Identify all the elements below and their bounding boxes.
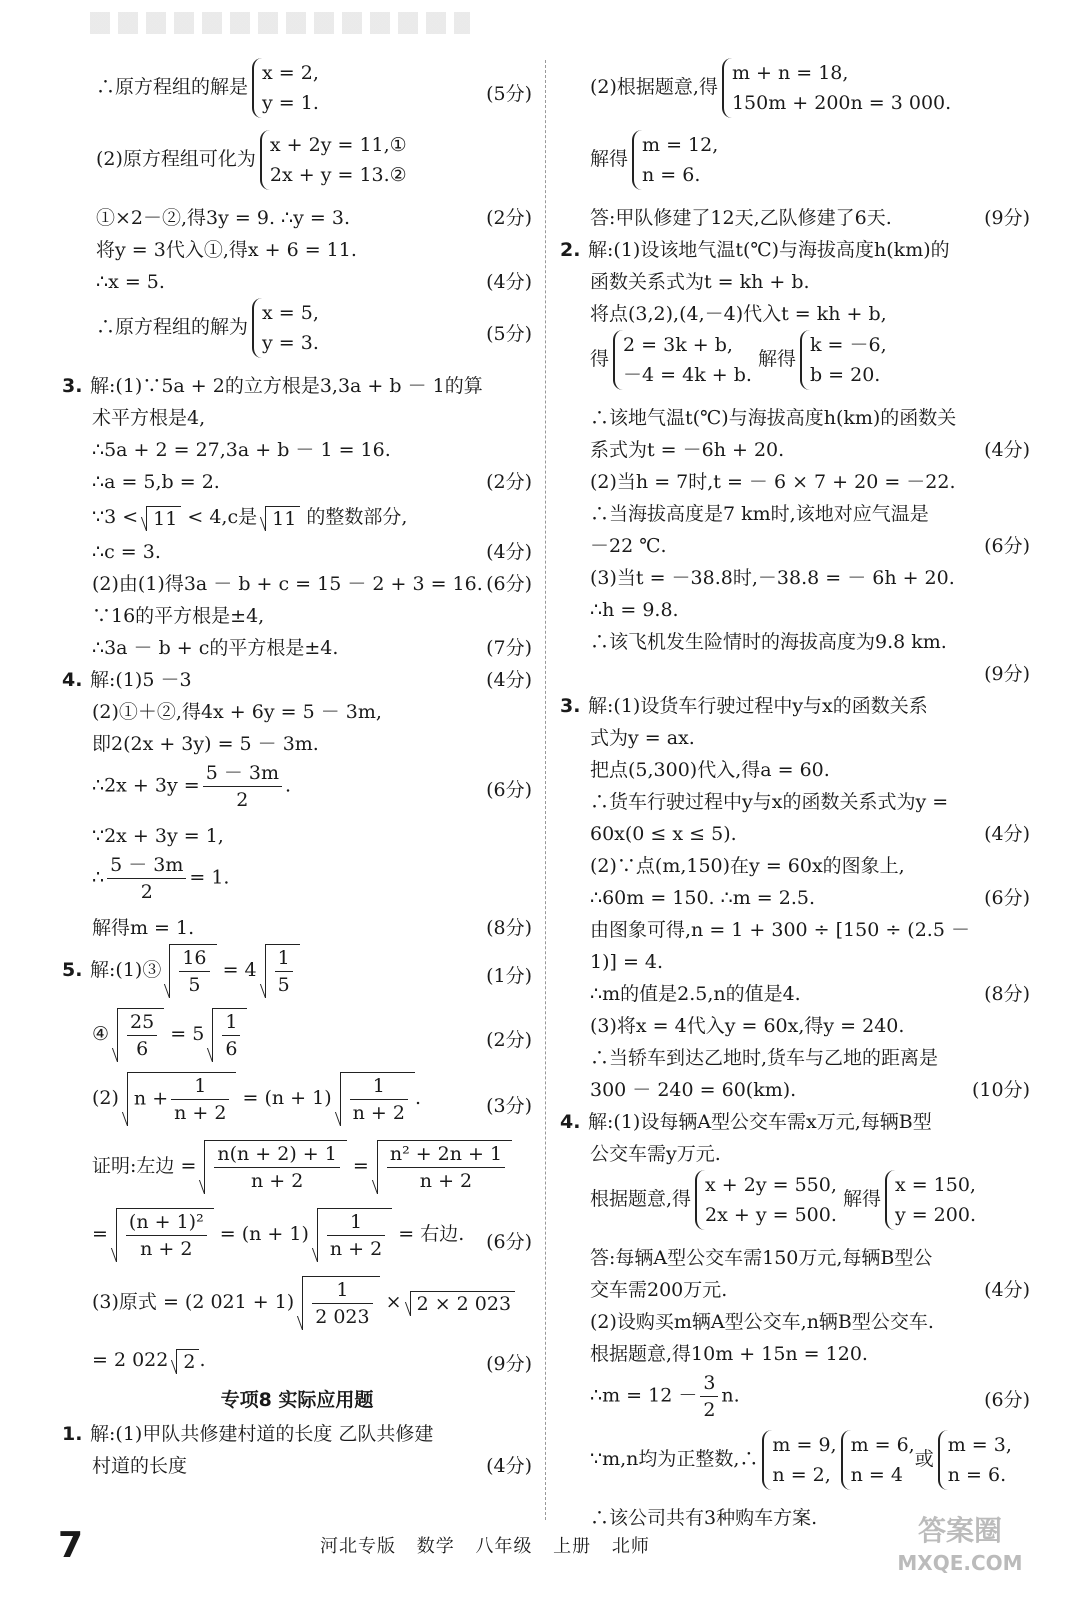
question-number: 1. [62, 1423, 83, 1445]
solution-line: 证明:左边 = $\frac{n(n + 2) + 1}{n + 2}$ = $\frac{\text{n² + 2n + 1}}{n + 2}$ [62, 1140, 532, 1208]
solution-line: (2)∵点(m,150)在y = 60x的图象上, [590, 855, 905, 877]
score: (9分) [984, 207, 1030, 229]
square-root: $\frac{25}{6}$ [117, 1008, 164, 1062]
solution-line: 式为y = ax. [590, 727, 695, 749]
square-root: $\frac{16}{5}$ [169, 944, 216, 998]
solution-line: (2)①＋②,得4x + 6y = 5 － 3m, [92, 701, 382, 723]
square-root: $\frac{1}{2 023}$ [302, 1276, 379, 1330]
square-root: n + $\frac{1}{n + 2}$ [127, 1072, 237, 1126]
solution-line: ①×2－②,得3y = 9. ∴y = 3. (2分) [62, 202, 532, 234]
section-title: 专项8 实际应用题 [220, 1389, 374, 1411]
solution-line: = 2 022 2 . (9分) [62, 1340, 532, 1380]
solution-line: ∴60m = 150. ∴m = 2.5. (6分) [560, 882, 1030, 914]
solution-line: ∴原方程组的解为 x = 5, y = 3. (5分) [62, 298, 532, 370]
solution-line: ∴a = 5,b = 2. (2分) [62, 466, 532, 498]
score: (4分) [984, 439, 1030, 461]
square-root: $\frac{1}{n + 2}$ [317, 1208, 392, 1262]
solution-line: = $\frac{\text{(n + 1)²}}{n + 2}$ = (n + 1) $\frac{1}{n + 2}$ = 右边. (6分) [62, 1208, 532, 1276]
score: (5分) [486, 323, 532, 345]
score: (2分) [486, 207, 532, 229]
fraction: $\frac{3}{2}$ [700, 1370, 718, 1423]
score: (4分) [984, 823, 1030, 845]
score: (6分) [486, 1231, 532, 1253]
solution-line: －22 ℃. (6分) [560, 530, 1030, 562]
equation-system: x = 2, y = 1. [252, 58, 319, 118]
solution-line: ∴c = 3. (4分) [62, 536, 532, 568]
question-number: 3. [560, 695, 581, 717]
solution-line: ∴m的值是2.5,n的值是4. (8分) [560, 978, 1030, 1010]
solution-line: ∵m,n均为正整数,∴ m = 9, n = 2, m = 6, n = 4 或 m = 3, n = 6. [560, 1430, 1030, 1502]
solution-line: 300 － 240 = 60(km). (10分) [560, 1074, 1030, 1106]
watermark-logo [860, 1515, 1060, 1585]
question-5: 5. 解:(1)③ $\frac{16}{5}$ = 4 $\frac{1}{5}$ (1分) [62, 944, 532, 1008]
score: (6分) [984, 887, 1030, 909]
solution-line: (2)由(1)得3a － b + c = 15 － 2 + 3 = 16. (6分) [62, 568, 532, 600]
solution-line: 村道的长度 (4分) [62, 1450, 532, 1482]
solution-line: ∴m = 12 － $\frac{3}{2}$ n. (6分) [590, 1372, 1030, 1421]
score: (4分) [486, 271, 532, 293]
question-number: 4. [62, 669, 83, 691]
score: (2分) [486, 1029, 532, 1051]
solution-line: ∴3a － b + c的平方根是±4. (7分) [62, 632, 532, 664]
solution-line: (3)原式 = (2 021 + 1) $\frac{1}{2 023}$ × 2 × 2 023 [62, 1276, 532, 1340]
column-divider [545, 60, 546, 1520]
question-3: 3. 解:(1)设货车行驶过程中y与x的函数关系 [560, 690, 1030, 722]
score: (9分) [486, 1353, 532, 1375]
score: (4分) [486, 1455, 532, 1477]
solution-line: ∵3 < 11 < 4,c是 11 的整数部分, [92, 506, 408, 530]
score: (7分) [486, 637, 532, 659]
solution-line: 1)] = 4. [590, 951, 664, 973]
fraction: $\frac{5 - 3m}{2}$ [203, 760, 282, 813]
watermark-url: MXQE.COM [897, 1551, 1023, 1575]
score: (5分) [486, 83, 532, 105]
solution-line: 解得m = 1. (8分) [62, 912, 532, 944]
solution-line: (2)原方程组可化为 x + 2y = 11,① 2x + y = 13.② [62, 130, 532, 202]
solution-line: 解得 m = 12, n = 6. [560, 130, 1030, 202]
score: (6分) [984, 1389, 1030, 1411]
square-root: 2 [176, 1349, 199, 1374]
solution-line: ∴x = 5. (4分) [62, 266, 532, 298]
solution-line: 答:每辆A型公交车需150万元,每辆B型公 [590, 1247, 933, 1269]
solution-line: 术平方根是4, [92, 407, 206, 429]
right-column [560, 58, 1030, 1534]
equation-system: m = 6, n = 4 [841, 1430, 915, 1490]
question-3: 3. 解:(1)∵5a + 2的立方根是3,3a + b － 1的算 [62, 370, 532, 402]
solution-line: ∴5a + 2 = 27,3a + b － 1 = 16. [92, 439, 391, 461]
solution-line: 即2(2x + 3y) = 5 － 3m. [92, 733, 319, 755]
score: (9分) [984, 663, 1030, 685]
solution-line: 得 2 = 3k + b, －4 = 4k + b. 解得 k = －6, b = 20. [560, 330, 1030, 402]
equation-system: m = 9, n = 2, [762, 1430, 836, 1490]
square-root: 11 [265, 506, 300, 531]
solution-line: 60x(0 ≤ x ≤ 5). (4分) [560, 818, 1030, 850]
solution-line: (2)根据题意,得 m + n = 18, 150m + 200n = 3 000. [560, 58, 1030, 130]
solution-line: ④ $\frac{25}{6}$ = 5 $\frac{1}{6}$ (2分) [62, 1008, 532, 1072]
solution-line: ∴该飞机发生险情时的海拔高度为9.8 km. [590, 631, 947, 653]
question-number: 4. [560, 1111, 581, 1133]
question-number: 2. [560, 239, 581, 261]
square-root: $\frac{1}{n + 2}$ [340, 1072, 415, 1126]
score: (8分) [984, 983, 1030, 1005]
score: (4分) [486, 669, 532, 691]
question-4: 4. 解:(1)设每辆A型公交车需x万元,每辆B型 [560, 1106, 1030, 1138]
square-root: 11 [146, 506, 181, 531]
solution-line: (2)设购买m辆A型公交车,n辆B型公交车. [590, 1311, 934, 1333]
page-number: 7 [58, 1525, 84, 1566]
solution-line: 把点(5,300)代入,得a = 60. [590, 759, 830, 781]
equation-system: k = －6, b = 20. [800, 330, 887, 390]
score: (6分) [486, 573, 532, 595]
solution-line: ∴当轿车到达乙地时,货车与乙地的距离是 [590, 1047, 939, 1069]
solution-line: ∴货车行驶过程中y与x的函数关系式为y = [590, 791, 949, 813]
score: (2分) [486, 471, 532, 493]
solution-line: (3)当t = －38.8时,－38.8 = － 6h + 20. [590, 567, 955, 589]
question-2: 2. 解:(1)设该地气温t(℃)与海拔高度h(km)的 [560, 234, 1030, 266]
score: (8分) [486, 917, 532, 939]
solution-line: ∴2x + 3y = $\frac{5 - 3m}{2}$ . (6分) [92, 762, 532, 811]
solution-line: ∴该公司共有3种购车方案. [590, 1507, 818, 1529]
square-root: $\frac{1}{5}$ [265, 944, 300, 998]
footer-text: 河北专版 数学 八年级 上册 北师 [320, 1536, 650, 1557]
square-root: $\frac{\text{n² + 2n + 1}}{n + 2}$ [377, 1140, 512, 1194]
solution-line: 交车需200万元. (4分) [560, 1274, 1030, 1306]
solution-line: 答:甲队修建了12天,乙队修建了6天. (9分) [560, 202, 1030, 234]
solution-line: ∵2x + 3y = 1, [92, 825, 224, 847]
solution-line: (2)当h = 7时,t = － 6 × 7 + 20 = －22. [590, 471, 956, 493]
left-column [62, 58, 532, 1482]
equation-system: x = 5, y = 3. [252, 298, 319, 358]
score: (4分) [984, 1279, 1030, 1301]
question-4: 4. 解:(1)5 －3 (4分) [62, 664, 532, 696]
solution-line: 将y = 3代入①,得x + 6 = 11. [96, 239, 357, 261]
score: (10分) [971, 1079, 1030, 1101]
equation-system: m = 12, n = 6. [632, 130, 718, 190]
square-root: $\frac{\text{(n + 1)²}}{n + 2}$ [116, 1208, 214, 1262]
watermark-title: 答案圈 [917, 1514, 1002, 1547]
top-header-decoration [90, 12, 470, 34]
solution-line: (3)将x = 4代入y = 60x,得y = 240. [590, 1015, 905, 1037]
square-root: 2 × 2 023 [410, 1291, 515, 1316]
score: (3分) [486, 1095, 532, 1117]
solution-line: ∵16的平方根是±4, [92, 605, 265, 627]
score: (6分) [984, 535, 1030, 557]
solution-line: 根据题意,得 x + 2y = 550, 2x + y = 500. 解得 x = 150, y = 200. [560, 1170, 1030, 1242]
solution-line: 函数关系式为t = kh + b. [590, 271, 810, 293]
score: (4分) [486, 541, 532, 563]
equation-system: x + 2y = 11,① 2x + y = 13.② [260, 130, 407, 190]
square-root: $\frac{n(n + 2) + 1}{n + 2}$ [204, 1140, 346, 1194]
solution-line: 公交车需y万元. [590, 1143, 721, 1165]
score: (6分) [486, 779, 532, 801]
solution-line: 系式为t = －6h + 20. (4分) [560, 434, 1030, 466]
fraction: $\frac{5 - 3m}{2}$ [107, 852, 186, 905]
solution-line: ∴原方程组的解是 x = 2, y = 1. (5分) [62, 58, 532, 130]
solution-line: 根据题意,得10m + 15n = 120. [590, 1343, 868, 1365]
solution-line: 将点(3,2),(4,－4)代入t = kh + b, [590, 303, 887, 325]
solution-line: (2) n + $\frac{1}{n + 2}$ = (n + 1) $\frac{1}{n + 2}$ . (3分) [62, 1072, 532, 1140]
solution-line: ∴当海拔高度是7 km时,该地对应气温是 [590, 503, 929, 525]
solution-line: 由图象可得,n = 1 + 300 ÷ [150 ÷ (2.5 － [590, 919, 970, 941]
score: (1分) [486, 965, 532, 987]
question-number: 5. [62, 959, 83, 981]
question-1: 1. 解:(1)甲队共修建村道的长度 乙队共修建 [62, 1418, 532, 1450]
solution-line [560, 658, 1030, 690]
question-number: 3. [62, 375, 83, 397]
square-root: $\frac{1}{6}$ [212, 1008, 247, 1062]
solution-line: ∴ $\frac{5 - 3m}{2}$ = 1. [92, 854, 230, 903]
solution-line: ∴该地气温t(℃)与海拔高度h(km)的函数关 [590, 407, 957, 429]
equation-system: m + n = 18, 150m + 200n = 3 000. [722, 58, 951, 118]
solution-line: ∴h = 9.8. [590, 599, 679, 621]
equation-system: x = 150, y = 200. [885, 1170, 976, 1230]
equation-system: m = 3, n = 6. [938, 1430, 1012, 1490]
equation-system: 2 = 3k + b, －4 = 4k + b. [613, 330, 752, 390]
equation-system: x + 2y = 550, 2x + y = 500. [695, 1170, 837, 1230]
